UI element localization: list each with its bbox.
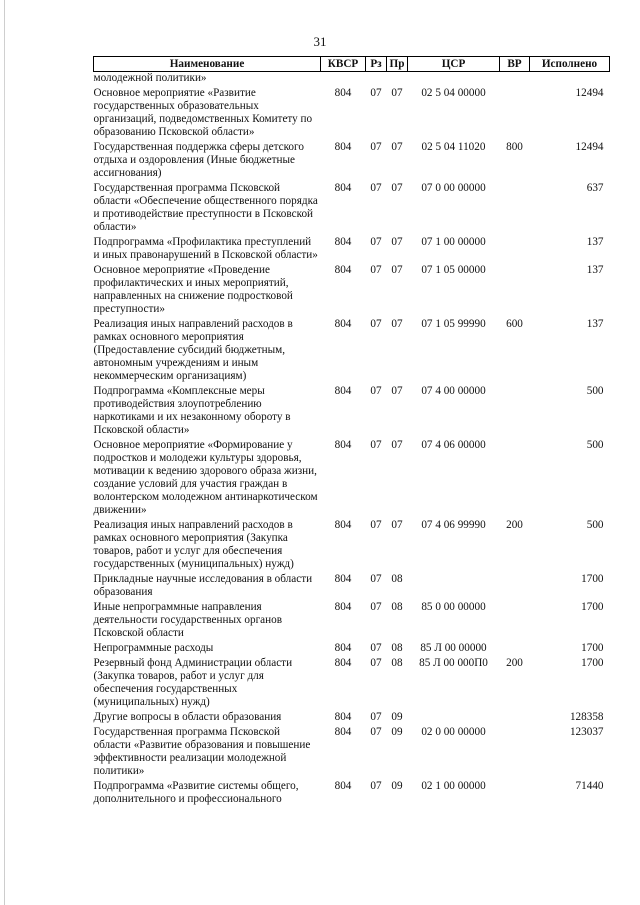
table-row — [94, 182, 610, 236]
cell-rz: 07 — [370, 711, 382, 723]
table-row — [94, 87, 610, 141]
table-row — [94, 711, 610, 726]
table-row — [94, 264, 610, 318]
cell-kvsr: 804 — [334, 657, 352, 669]
cell-executed: 71440 — [575, 780, 604, 792]
cell-pr: 07 — [391, 318, 403, 330]
cell-name: Государственная программа Псковской области «Развитие образования и повышение эффективности реализации молодежной политики» — [93, 726, 311, 777]
cell-rz: 07 — [370, 726, 382, 738]
cell-vr — [500, 236, 530, 264]
cell-pr: 09 — [391, 780, 403, 792]
cell-pr: 07 — [391, 182, 403, 194]
cell-rz: 07 — [370, 657, 382, 669]
cell-vr — [500, 711, 530, 726]
scan-edge-line — [4, 0, 5, 905]
cell-kvsr: 804 — [334, 642, 352, 654]
cell-executed: 500 — [586, 385, 604, 397]
table-row — [94, 385, 610, 439]
cell-pr: 07 — [391, 439, 403, 451]
cell-csr: 07 1 05 00000 — [421, 264, 486, 276]
cell-name: Реализация иных направлений расходов в рамках основного мероприятия (Предоставление субсидий бюджетным, автономным учреждениям и иным некоммерческим организациям) — [93, 318, 293, 382]
header-csr: ЦСР — [408, 57, 500, 72]
cell-executed: 1700 — [581, 573, 604, 585]
cell-name: молодежной политики» — [93, 72, 207, 84]
cell-kvsr — [321, 72, 366, 88]
cell-vr — [500, 439, 530, 519]
table-row — [94, 601, 610, 642]
cell-vr: 800 — [506, 141, 523, 153]
table-row — [94, 573, 610, 601]
cell-vr: 600 — [506, 318, 523, 330]
cell-csr — [408, 573, 500, 601]
cell-kvsr: 804 — [334, 318, 352, 330]
table-row — [94, 141, 610, 182]
cell-executed — [530, 72, 610, 88]
cell-pr: 07 — [391, 141, 403, 153]
cell-pr: 07 — [391, 236, 403, 248]
table-row — [94, 236, 610, 264]
header-pr: Пр — [387, 57, 408, 72]
cell-name: Непрограммные расходы — [93, 642, 214, 654]
cell-csr: 07 0 00 00000 — [421, 182, 486, 194]
cell-name: Иные непрограммные направления деятельности государственных органов Псковской области — [93, 601, 283, 639]
cell-executed: 1700 — [581, 657, 604, 669]
cell-rz: 07 — [370, 385, 382, 397]
table-row — [94, 318, 610, 385]
cell-csr: 02 5 04 11020 — [421, 141, 486, 153]
cell-rz: 07 — [370, 519, 382, 531]
budget-table — [93, 56, 610, 808]
cell-rz — [366, 72, 387, 88]
cell-vr — [500, 601, 530, 642]
cell-kvsr: 804 — [334, 182, 352, 194]
cell-csr: 85 0 00 00000 — [421, 601, 486, 613]
cell-vr: 200 — [506, 657, 523, 669]
cell-pr: 08 — [391, 573, 403, 585]
cell-name: Основное мероприятие «Развитие государственных образовательных организаций, подведомственных Комитету по образованию Псковской области» — [93, 87, 313, 138]
cell-csr: 02 1 00 00000 — [421, 780, 486, 792]
cell-kvsr: 804 — [334, 726, 352, 738]
cell-executed: 123037 — [569, 726, 604, 738]
cell-rz: 07 — [370, 439, 382, 451]
table-header — [94, 57, 610, 72]
cell-vr — [500, 182, 530, 236]
cell-csr: 07 4 00 00000 — [421, 385, 486, 397]
cell-pr — [387, 72, 408, 88]
cell-name: Государственная поддержка сферы детского отдыха и оздоровления (Иные бюджетные ассигнования) — [93, 141, 304, 179]
cell-name: Основное мероприятие «Формирование у подростков и молодежи культуры здоровья, мотивации к ведению здорового образа жизни, создание условий для участия граждан в волонтерском молодежном антинаркотическом движении» — [93, 439, 318, 516]
cell-name: Реализация иных направлений расходов в рамках основного мероприятия (Закупка товаров, работ и услуг для обеспечения государственных (муниципальных) нужд) — [93, 519, 294, 570]
cell-vr — [500, 72, 530, 88]
cell-kvsr: 804 — [334, 264, 352, 276]
cell-csr: 02 0 00 00000 — [421, 726, 486, 738]
cell-vr — [500, 87, 530, 141]
cell-rz: 07 — [370, 141, 382, 153]
cell-kvsr: 804 — [334, 519, 352, 531]
cell-kvsr: 804 — [334, 601, 352, 613]
header-vr: ВР — [500, 57, 530, 72]
cell-rz: 07 — [370, 573, 382, 585]
cell-pr: 07 — [391, 87, 403, 99]
cell-csr — [408, 72, 500, 88]
cell-csr: 07 1 00 00000 — [421, 236, 486, 248]
cell-executed: 137 — [586, 264, 604, 276]
cell-vr — [500, 385, 530, 439]
cell-csr: 85 Л 00 000П0 — [419, 657, 488, 669]
cell-name: Основное мероприятие «Проведение профилактических и иных мероприятий, направленных на снижение подростковой преступности» — [93, 264, 293, 315]
cell-rz: 07 — [370, 182, 382, 194]
cell-csr — [408, 711, 500, 726]
cell-pr: 08 — [391, 642, 403, 654]
page-number: 31 — [313, 34, 327, 49]
cell-pr: 07 — [391, 264, 403, 276]
cell-kvsr: 804 — [334, 236, 352, 248]
cell-rz: 07 — [370, 87, 382, 99]
cell-executed: 1700 — [581, 642, 604, 654]
table-row — [94, 726, 610, 780]
cell-name: Подпрограмма «Комплексные меры противодействия злоупотреблению наркотиками и их незаконному обороту в Псковской области» — [93, 385, 291, 436]
table-row — [94, 642, 610, 657]
cell-pr: 08 — [391, 657, 403, 669]
cell-executed: 500 — [586, 519, 604, 531]
cell-kvsr: 804 — [334, 780, 352, 792]
cell-executed: 500 — [586, 439, 604, 451]
cell-name: Прикладные научные исследования в области образования — [93, 573, 313, 598]
table-row — [94, 657, 610, 711]
cell-name: Другие вопросы в области образования — [93, 711, 282, 723]
cell-vr — [500, 780, 530, 808]
cell-rz: 07 — [370, 780, 382, 792]
cell-vr — [500, 264, 530, 318]
cell-rz: 07 — [370, 601, 382, 613]
cell-vr: 200 — [506, 519, 523, 531]
cell-executed: 137 — [586, 236, 604, 248]
cell-kvsr: 804 — [334, 573, 352, 585]
cell-kvsr: 804 — [334, 711, 352, 723]
cell-pr: 09 — [391, 726, 403, 738]
cell-pr: 09 — [391, 711, 403, 723]
table-body — [94, 72, 610, 809]
table-row — [94, 72, 610, 88]
cell-pr: 07 — [391, 519, 403, 531]
table-row — [94, 439, 610, 519]
table-row — [94, 519, 610, 573]
table-row — [94, 780, 610, 808]
header-kvsr: КВСР — [321, 57, 366, 72]
cell-kvsr: 804 — [334, 141, 352, 153]
cell-executed: 128358 — [569, 711, 604, 723]
cell-executed: 637 — [586, 182, 604, 194]
cell-name: Государственная программа Псковской области «Обеспечение общественного порядка и противодействие преступности в Псковской области» — [93, 182, 318, 233]
cell-pr: 08 — [391, 601, 403, 613]
header-rz: Рз — [366, 57, 387, 72]
cell-csr: 07 1 05 99990 — [421, 318, 486, 330]
cell-rz: 07 — [370, 318, 382, 330]
cell-pr: 07 — [391, 385, 403, 397]
cell-csr: 02 5 04 00000 — [421, 87, 486, 99]
cell-name: Резервный фонд Администрации области (Закупка товаров, работ и услуг для обеспечения государственных (муниципальных) нужд) — [93, 657, 293, 708]
cell-executed: 137 — [586, 318, 604, 330]
cell-rz: 07 — [370, 642, 382, 654]
cell-vr — [500, 726, 530, 780]
cell-executed: 1700 — [581, 601, 604, 613]
cell-rz: 07 — [370, 236, 382, 248]
cell-rz: 07 — [370, 264, 382, 276]
cell-executed: 12494 — [575, 141, 604, 153]
cell-csr: 85 Л 00 00000 — [420, 642, 487, 654]
cell-vr — [500, 573, 530, 601]
cell-kvsr: 804 — [334, 385, 352, 397]
cell-csr: 07 4 06 00000 — [421, 439, 486, 451]
cell-csr: 07 4 06 99990 — [421, 519, 486, 531]
cell-kvsr: 804 — [334, 87, 352, 99]
cell-name: Подпрограмма «Развитие системы общего, дополнительного и профессионального — [93, 780, 299, 805]
header-executed: Исполнено — [530, 57, 610, 72]
cell-vr — [500, 642, 530, 657]
header-name: Наименование — [94, 57, 321, 72]
cell-kvsr: 804 — [334, 439, 352, 451]
cell-executed: 12494 — [575, 87, 604, 99]
cell-name: Подпрограмма «Профилактика преступлений и иных правонарушений в Псковской области» — [93, 236, 318, 261]
